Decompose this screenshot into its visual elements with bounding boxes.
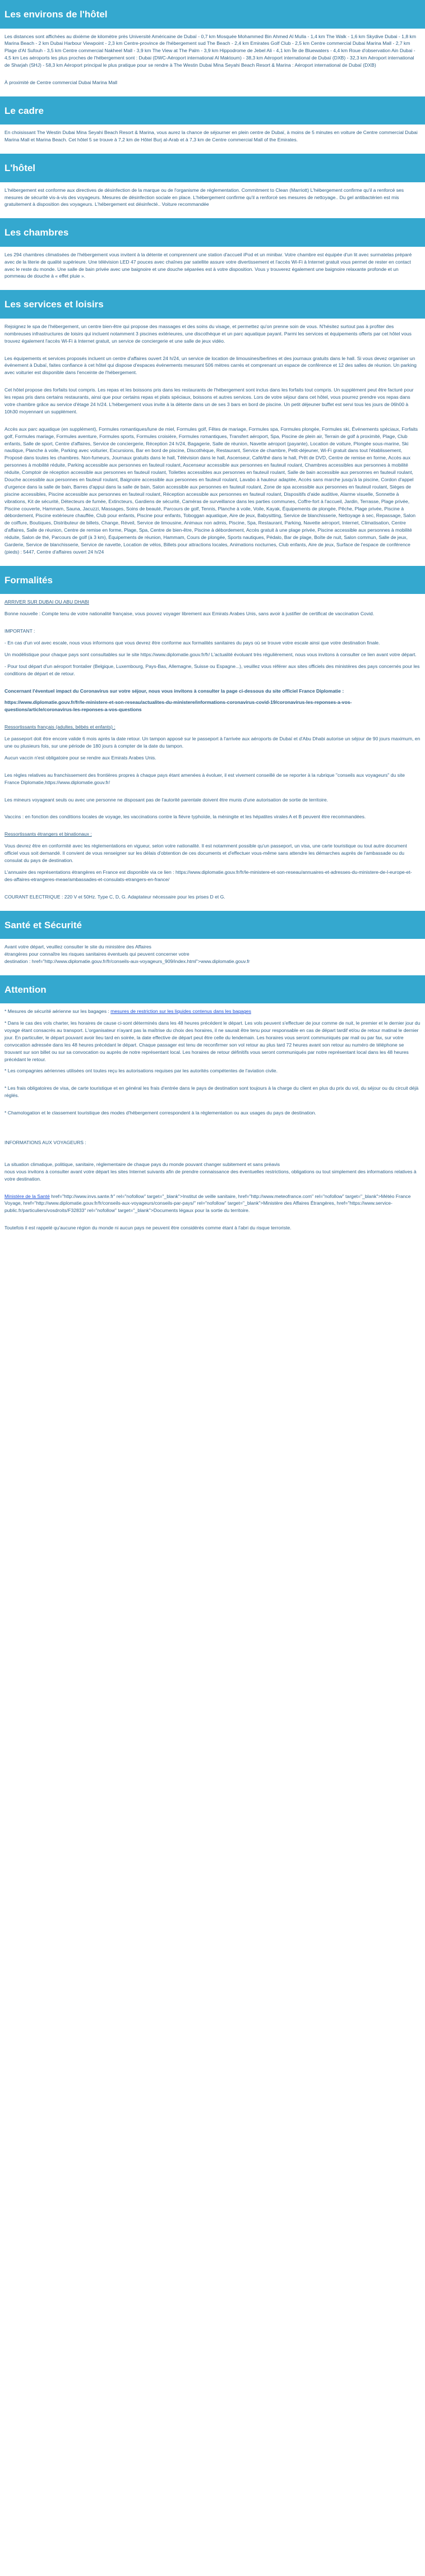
services-list: Accès aux parc aquatique (en supplément), Formules romantiques/lune de miel, Formules golf, Fêtes de mariage, Formules spa, Formules plongée, Formules ski, Événements spéciaux, Forfaits golf, Formules mariage, Formules aventure, Formules sports, Formules croisière, Formules romantiques, Transfert aéroport, Spa, Piscine de plein air, Terrain de golf à proximité, Plage, Club enfants, Salle de sport, Centre d'affaires, Service de conciergerie, Réception 24 h/24, Bagagerie, Salle de réunion, Navette aéroport (payante), Location de voiture, Plongée sous-marine, Ski nautique, Planche à voile, Parking avec voiturier, Excursions, Bar en bord de piscine, Discothèque, Restaurant, Service de chambre, Petit-déjeuner, Wi-Fi gratuit dans tout l'établissement, Proposé dans toutes les chambres. Non-fumeurs, Journaux gratuits dans le hall, Télévision dans le hall, Ascenseur, Café/thé dans le hall, Prêt de DVD, Centre de remise en forme, Accès aux personnes à mobilité réduite, Parking accessible aux personnes en fauteuil roulant, Ascenseur accessible aux personnes en fauteuil roulant, Chambres accessibles aux personnes à mobilité réduite, Comptoir de réception accessible aux personnes en fauteuil roulant, Toilettes accessibles aux personnes en fauteuil roulant, Salle de bain accessible aux personnes en fauteuil roulant, Douche accessible aux personnes en fauteuil roulant, Baignoire accessible aux personnes en fauteuil roulant, Lavabo à hauteur adaptée, Accès sans marche jusqu'à la piscine, Cordon d'appel d'urgence dans la salle de bain, Barres d'appui dans la salle de bain, Salon accessible aux personnes en fauteuil roulant, Zone de spa accessible aux personnes en fauteuil roulant, Sièges de piscine accessibles, Piscine accessible aux personnes en fauteuil roulant, Réception accessible aux personnes en fauteuil roulant, Dispositifs d'aide auditive, Alarme visuelle, Sonnette à vibrations, Kit de sécurité, Détecteurs de fumée, Extincteurs, Gardiens de sécurité, Caméras de surveillance dans les parties communes, Coffre-fort à l'accueil, Jardin, Terrasse, Plage privée, Piscine couverte, Hammam, Sauna, Jacuzzi, Massages, Soins de beauté, Parcours de golf, Tennis, Planche à voile, Voile, Kayak, Équipements de plongée, Pêche, Plage privée, Piscine à débordement, Piscine extérieure chauffée, Club pour enfants, Piscine pour enfants, Toboggan aquatique, Aire de jeux, Babysitting, Service de blanchisserie, Nettoyage à sec, Repassage, Salon de coiffure, Boutiques, Distributeur de billets, Change, Réveil, Service de limousine, Animaux non admis, Piscine, Spa, Restaurant, Parking, Navette aéroport, Internet, Climatisation, Centre d'affaires, Salle de réunion, Centre de remise en forme, Plage, Spa, Centre de bien-être, Piscine à débordement, Accès gratuit à une plage privée, Piscine accessible aux personnes à mobilité réduite, Salon de thé, Parcours de golf (à 3 km), Équipements de réunion, Hammam, Cours de plongée, Sports nautiques, Pédalo, Bar de plage, Boîte de nuit, Salon commun, Salle de jeux, Garderie, Service de blanchisserie, Service de navette, Location de vélos, Billets pour attractions locales, Animations nocturnes, Club enfants, Aire de jeux, Surface de l'espace de conférence (pieds) : 5447, Centre d'affaires ouvert 24 h/24 xyxy=(4,426,418,555)
formalites-heading-foreign: Ressortissants étrangers et binationaux : xyxy=(4,831,92,837)
formalites-foreign-text: Vous devrez être en conformité avec les réglementations en vigueur, selon votre nationalité. Il est notamment possible qu'un passeport, un visa, une carte touristique ou tout autre document officiel vous soit demandé. Il convient de vous renseigner sur les délais d'obtention de ces documents et d'effectuer vous-même sans attendre les démarches auprès de l'ambassade ou du consulat du pays de destination. xyxy=(4,843,407,863)
attention-info-1: La situation climatique, politique, sanitaire, réglementaire de chaque pays du monde pouvant changer subitement et sans préavis xyxy=(4,1161,280,1167)
section-chambres xyxy=(0,218,425,290)
formalites-borders: Les règles relatives au franchissement des frontières propres à chaque pays étant amenées à évoluer, il est vivement conseillé de se reporter à la rubrique "conseils aux voyageurs" du site France Diplomatie,https://www.diplomatie.gouv.fr/ xyxy=(4,772,405,785)
section-attention xyxy=(0,975,425,1242)
section-formalites xyxy=(0,566,425,911)
services-business: Les équipements et services proposés incluent un centre d'affaires ouvert 24 h/24, un service de location de limousines/berlines et des journaux gratuits dans le hall. Si vous devez organiser un événement à Dubaï, faites confiance à cet hôtel qui dispose d'espaces événements mesurant 506 mètres carrés et comprenant un espace de conférence et 12 des salles de réunion. Un parking avec voiturier est disponible dans l'enceinte de l'hébergement. xyxy=(4,355,417,376)
formalites-heading-important: IMPORTANT : xyxy=(4,628,35,634)
section-hotel xyxy=(0,154,425,218)
section-services xyxy=(0,290,425,565)
attention-terrorism: Toutefois il est rappelé qu'aucune région du monde ni aucun pays ne peuvent être considérés comme étant à l'abri du risque terroriste. xyxy=(4,1225,292,1231)
formalites-vaccine: Aucun vaccin n'est obligatoire pour se rendre aux Emirats Arabes Unis. xyxy=(4,754,156,761)
attention-fees: * Les frais obligatoires de visa, de carte touristique et en général les frais d'entrée dans le pays de destination sont toujours à la charge du client en plus du prix du vol, du séjour ou du circuit déjà réglés. xyxy=(4,1085,419,1099)
section-title-formalites: Formalités xyxy=(0,566,425,595)
sante-line-3: destination : href="http://www.diplomatie.gouv.fr/fr/conseils-aux-voyageurs_909/index.html">www.diplomatie.gouv.fr xyxy=(4,958,250,964)
cadre-text: En choisissant The Westin Dubai Mina Seyahi Beach Resort & Marina, vous aurez la chance de séjourner en plein centre de Dubaï, à moins de 5 minutes en voiture de Centre commercial Dubai Marina Mall et Marina Beach. Cet hôtel 5 se trouve à 7,2 km de Hôtel Burj al-Arab et à 7,3 km de Centre commercial Mall of the Emirates. xyxy=(4,130,418,143)
formalites-covid-intro: Concernant l'éventuel impact du Coronavirus sur votre séjour, nous vous invitons à consulter la page ci-dessous du site officiel France Diplomatie : xyxy=(4,688,344,694)
attention-security-label: * Mesures de sécurité aérienne sur les bagages : xyxy=(4,1008,111,1015)
services-spa: Rejoignez le spa de l'hébergement, un centre bien-être qui propose des massages et des soins du visage, et permettez qu'on prenne soin de vous. N'hésitez surtout pas à profiter des nombreuses infrastructures de loisirs qui incluent notamment 3 piscines extérieures, une discothèque et un parc aquatique payant. Parmi les services et équipements offerts par cet hôtel vous trouvez également l'accès Wi-Fi à Internet gratuit, un service de conciergerie et une salle de jeux vidéo. xyxy=(4,323,412,344)
formalites-heading-arrival: ARRIVER SUR DUBAI OU ABU DHABI xyxy=(4,599,89,605)
formalites-vaccines: Vaccins : en fonction des conditions locales de voyage, les vaccinations contre la fièvre typhoïde, la méningite et les hépatites virales A et B peuvent être recommandées. xyxy=(4,814,366,820)
formalites-heading-french: Ressortissants français (adultes, bébés et enfants) : xyxy=(4,724,116,730)
formalites-arrival-text: Bonne nouvelle : Compte tenu de votre nationalité française, vous pouvez voyager librement aux Emirats Arabes Unis, sans avoir à justifier de certificat de vaccination Covid. xyxy=(4,611,375,617)
section-title-environs: Les environs de l'hôtel xyxy=(0,0,425,29)
attention-links xyxy=(4,1193,421,1215)
attention-heading-info: INFORMATIONS AUX VOYAGEURS : xyxy=(4,1140,86,1146)
attention-charter: * Dans le cas des vols charter, les horaires de cause ci-sont déterminés dans les 48 heures précédent le départ. Les vols peuvent s'effectuer de jour comme de nuit, le premier et le dernier jour du voyage étant consacrés au transport. L'organisateur n'ayant pas la maîtrise du choix des horaires, il ne saurait être tenu pour responsable en cas de départ tardif et/ou de retour matinal le dernier jour. En particulier, le départ pouvant avoir lieu tard en soirée, la date effective de départ peut être celle du lendemain. Les horaires vous seront communiqués par mail ou par fax, sur votre convocation adressée dans les 48 heures précédant le départ. Chaque passager est tenu de reconfirmer son vol retour au plus tard 72 heures avant son retour au numéro de téléphone se trouvant sur son billet ou sur sa convocation ou auprès de notre représentant local. Les horaires de retour définitifs vous seront communiqués par notre représentant local dans les 48 heures précédant le retour. xyxy=(4,1020,421,1062)
liquids-restriction-link[interactable]: mesures de restriction sur les liquides contenus dans les bagages xyxy=(110,1008,251,1015)
attention-links-text: href="http://www.invs.sante.fr" rel="nofollow" target="_blank">Institut de veille sanitaire, href="http://www.meteofrance.com" rel="nofollow" target="_blank">Météo France Voyage, href="http://www.diplomatie.gouv.fr/fr/conseils-aux-voyageurs/conseils-par-pays/" rel="nofollow" target="_blank">Ministère des Affaires Étrangères, href="https://www.service-public.fr/particuliers/vosdroits/F32833" rel="nofollow" target="_blank">Documents légaux pour la sortie du territoire. xyxy=(4,1193,411,1214)
section-title-services: Les services et loisirs xyxy=(0,290,425,319)
formalites-electric: COURANT ELECTRIQUE : 220 V et 50Hz. Type C, D, G. Adaptateur nécessaire pour les prises D et G. xyxy=(4,893,225,900)
formalites-minors: Les mineurs voyageant seuls ou avec une personne ne disposant pas de l'autorité parentale doivent être munis d'une autorisation de sortie de territoire. xyxy=(4,796,329,803)
section-title-hotel: L'hôtel xyxy=(0,154,425,182)
environs-proximity: À proximité de Centre commercial Dubai Marina Mall xyxy=(4,79,118,85)
section-environs xyxy=(0,0,425,96)
formalites-covid-link[interactable]: https://www.diplomatie.gouv.fr/fr/le-ministere-et-son-reseau/actualites-du-ministere/informations-coronavirus-covid-19/coronavirus-les-reponses-a-vos-questions/article/coronavirus-les-reponses-a-vos-questions xyxy=(4,699,352,713)
section-title-sante: Santé et Sécurité xyxy=(0,911,425,939)
sante-line-1: Avant votre départ, veuillez consulter le site du ministère des Affaires xyxy=(4,944,151,950)
attention-security xyxy=(4,1008,421,1015)
hotel-text: L'hébergement est conforme aux directives de désinfection de la marque ou de l'organisme de réglementation. Commitment to Clean (Marriott) L'hébergement confirme qu'il a renforcé ses mesures de sécurité vis-à-vis des voyageurs. Mesures de désinfection sociale en place. L'hébergement confirme qu'il a renforcé ses mesures de nettoyage.. Du gel antibactérien est mis gratuitement à disposition des voyageurs. L'hébergement est désinfecté.. Voiture recommandée xyxy=(4,187,404,208)
section-title-attention: Attention xyxy=(0,975,425,1004)
section-title-chambres: Les chambres xyxy=(0,218,425,247)
formalites-foreign-directory: L'annuaire des représentations étrangères en France est disponible via ce lien : https://www.diplomatie.gouv.fr/fr/le-ministere-et-son-reseau/annuaires-et-adresses-du-ministere-de-l-europe-et-des-affaires-etrangeres-meae/ambassades-et-consulats-etrangers-en-france/ xyxy=(4,869,412,882)
environs-distances: Les distances sont affichées au dixième de kilomètre près Université Américaine de Dubaï - 0,7 km Mosquée Mohammed Bin Ahmed Al Mulla - 1,4 km The Walk - 1,6 km Skydive Dubai - 1,8 km Marina Beach - 2 km Dubai Harbour Viewpoint - 2,3 km Centre-province de l'hébergement sud The Beach - 2,4 km Emirates Golf Club - 2,5 km Centre commercial Dubai Marina Mall - 2,7 km Plage d'Al Sufouh - 3,5 km Centre commercial Nakheel Mall - 3,9 km The View at The Palm - 3,9 km Hippodrome de Jebel Ali - 4,1 km Île de Bluewaters - 4,4 km Roue d'observation Ain Dubai - 4,5 km Les aéroports les plus proches de l'hébergement sont : Dubai (DWC-Aéroport international Al Maktoum) - 38,3 km Aéroport international de Dubaï (DXB) - 32,3 km Aéroport international de Sharjah (SHJ) - 58,3 km Aéroport principal le plus pratique pour se rendre à The Westin Dubai Mina Seyahi Beach Resort & Marina : Aéroport international de Dubaï (DXB) xyxy=(4,33,416,68)
section-cadre xyxy=(0,96,425,154)
formalites-important-1: - En cas d'un vol avec escale, nous vous informons que vous devrez être conforme aux formalités sanitaires du pays où se trouve votre escale ainsi que votre destination finale. xyxy=(4,639,380,646)
attention-info-2: nous vous invitons à consulter avant votre départ les sites Internet suivants afin de prendre connaissance des éventuelles restrictions, obligations ou tout simplement des informations relatives à votre destination. xyxy=(4,1168,417,1182)
section-sante xyxy=(0,911,425,975)
formalites-important-3: - Pour tout départ d'un aéroport frontalier (Belgique, Luxembourg, Pays-Bas, Allemagne, Suisse ou Espagne...), veuillez vous référer aux sites officiels des ministères des pays concernés pour les conditions de départ et de retour. xyxy=(4,663,420,676)
formalites-important-2: Un modèlistique pour chaque pays sont consultables sur le site https://www.diplomatie.gouv.fr/fr/ L'actualité évoluant très régulièrement, nous vous invitons à consulter ce lien avant votre départ. xyxy=(4,651,417,657)
sante-line-2: étrangères pour connaître les risques sanitaires éventuels qui peuvent concerner votre xyxy=(4,951,190,957)
attention-classification: * Chamologation et le classement touristique des modes d'hébergement correspondent à la réglementation ou aux usages du pays de destination. xyxy=(4,1110,316,1116)
chambres-text: Les 294 chambres climatisées de l'hébergement vous invitent à la détente et comprennent une station d'accueil iPod et un minibar. Votre chambre est équipée d'un lit avec surmatelas préparé avec de la literie de qualité supérieure. Une télévision LED 47 pouces avec chaînes par satellite assure votre divertissement et l'accès Wi-Fi à Internet gratuit vous permet de rester en contact avec le reste du monde. Une salle de bain privée avec une baignoire et une douche séparées est à votre disposition. Vous y trouverez également une baignoire relaxante profonde et un pommeau de douche à « effet pluie ». xyxy=(4,251,412,279)
formalites-passport: Le passeport doit être encore valide 6 mois après la date retour. Un tampon apposé sur le passeport à l'arrivée aux aéroports de Dubaï et d'Abu Dhabi autorise un séjour de 90 jours maximum, en une ou plusieurs fois, sur une période de 180 jours à compter de la date du tampon. xyxy=(4,736,421,749)
ministere-sante-link[interactable]: Ministère de la Santé xyxy=(4,1193,50,1199)
attention-airlines: * Les compagnies aériennes utilisées ont toutes reçu les autorisations requises par les autorités compétentes de l'aviation civile. xyxy=(4,1068,278,1074)
services-dining: Cet hôtel propose des forfaits tout compris. Les repas et les boissons pris dans les restaurants de l'hébergement sont inclus dans les forfaits tout compris. Un supplément peut être facturé pour les repas pris dans certains restaurants, ainsi que pour certains repas et plats spéciaux, boissons et autres services. Lors de votre séjour dans cet hôtel, vous pourrez prendre vos repas dans votre chambre grâce au service d'étage 24 h/24. L'hébergement vous invite à la détente dans un de ses 3 bars en bord de piscine. Un petit déjeuner buffet est servi tous les jours de 06h00 à 10h30 moyennant un supplément. xyxy=(4,387,414,414)
section-title-cadre: Le cadre xyxy=(0,96,425,125)
